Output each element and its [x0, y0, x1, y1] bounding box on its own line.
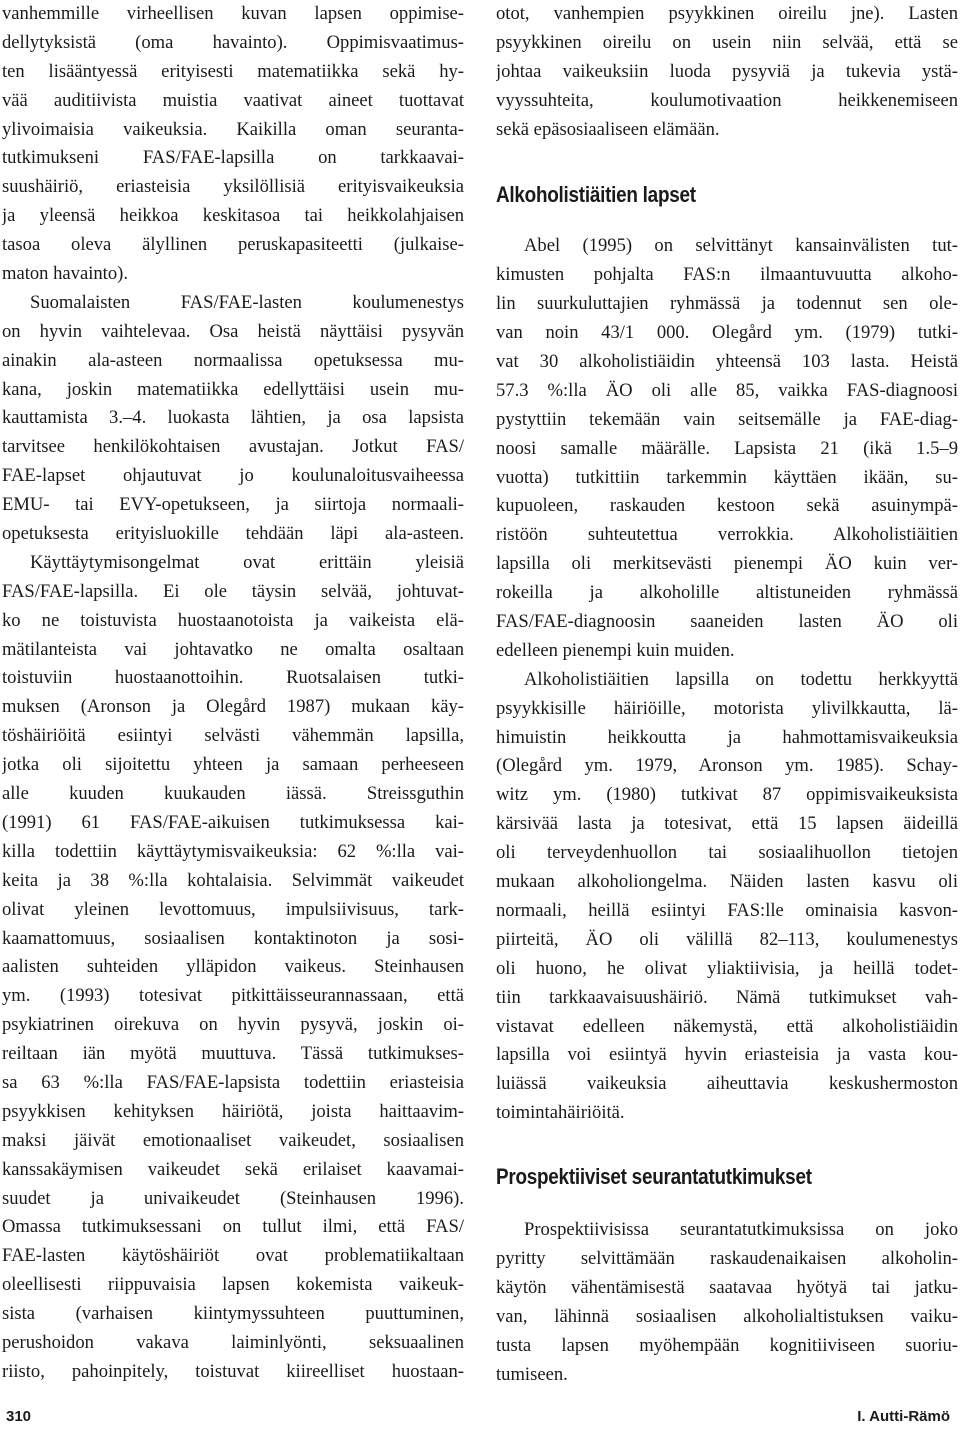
text-line: ja yleensä heikkoa keskitasoa tai heikkolahjaisen	[2, 205, 464, 227]
text-line: noosi samalle määrälle. Lapsista 21 (ikä 1.5–9	[496, 437, 958, 459]
text-line: oli huono, he olivat yliaktiivisia, ja heillä todet-	[496, 957, 958, 979]
text-line: kärsivää lasta ja totesivat, että 15 lapsen äideillä	[496, 813, 958, 835]
text-line: kimusten pohjalta FAS:n ilmaantuvuutta alkoho-	[496, 264, 958, 286]
text-line: (Olegård ym. 1979, Aronson ym. 1985). Schay-	[496, 755, 958, 777]
text-line: sekä epäsosiaaliseen elämään.	[496, 118, 720, 140]
text-line: Käyttäytymisongelmat ovat erittäin yleisiä	[30, 551, 464, 573]
text-line: psyykkinen oireilu on usein niin selvää, että se	[496, 31, 958, 53]
text-line: van noin 43/1 000. Olegård ym. (1979) tutki-	[496, 322, 958, 344]
text-line: Omassa tutkimuksessani on tullut ilmi, että FAS/	[2, 1216, 464, 1238]
text-line: lapsilla oli merkitsevästi pienempi ÄO kuin ver-	[496, 553, 958, 575]
text-line: tiin tarkkaavaisuushäiriö. Nämä tutkimukset vah-	[496, 986, 958, 1008]
text-line: opetuksesta erityisluokille tehdään läpi ala-asteen.	[2, 523, 464, 545]
text-line: ristöön suhteutettua verrokkia. Alkoholistiäitien	[496, 524, 958, 546]
author-name: I. Autti-Rämö	[857, 1408, 950, 1425]
text-line: FAE-lapset ohjautuvat jo koulunaloitusvaiheessa	[2, 465, 464, 487]
text-line: kana, joskin matematiikka edellyttäisi usein mu-	[2, 378, 464, 400]
text-line: witz ym. (1980) tutkivat 87 oppimisvaikeuksista	[496, 784, 958, 806]
text-line: suudet ja univaikeudet (Steinhausen 1996).	[2, 1187, 464, 1209]
section2-body	[496, 1216, 958, 1389]
text-line: toistuviin huostaanottoihin. Ruotsalaisen tutki-	[2, 667, 464, 689]
text-line: edelleen pienempi kuin muiden.	[496, 639, 735, 661]
text-line: EMU- tai EVY-opetukseen, ja siirtoja normaali-	[2, 494, 464, 516]
text-line: oli terveydenhuollon tai sosiaalihuollon tietojen	[496, 842, 958, 864]
text-line: psyykkisen kehityksen häiriötä, joista haittaavim-	[2, 1100, 464, 1122]
section-heading-alkoholistiaitien-lapset: Alkoholistiäitien lapset	[496, 182, 696, 208]
text-line: tasoa oleva älyllinen peruskapasiteetti (julkaise-	[2, 234, 464, 256]
text-line: tusta lapsen myöhempään kognitiiviseen suoriu-	[496, 1334, 958, 1356]
text-line: ylivoimaisia vaikeuksia. Kaikilla oman seuranta-	[2, 118, 464, 140]
text-line: van, lähinnä sosiaalisen alkoholialtistuksen vaiku-	[496, 1305, 958, 1327]
text-line: himuistin heikkoutta ja hahmottamisvaikeuksia	[496, 726, 958, 748]
text-line: vää auditiivista muistia vaativat aineet tuottavat	[2, 89, 464, 111]
text-line: FAS/FAE-diagnoosin saaneiden lasten ÄO oli	[496, 611, 958, 633]
text-line: tutkimukseni FAS/FAE-lapsilla on tarkkaavai-	[2, 147, 464, 169]
text-line: otot, vanhempien psyykkinen oireilu jne). Lasten	[496, 3, 958, 24]
text-line: 57.3 %:lla ÄO oli alle 85, vaikka FAS-diagnoosi	[496, 379, 958, 401]
text-line: vuotta) tutkittiin tarkemmin käyttäen ikään, su-	[496, 466, 958, 488]
text-line: (1991) 61 FAS/FAE-aikuisen tutkimuksessa kai-	[2, 811, 464, 833]
text-line: pystyttiin tekemään vain seitsemälle ja FAE-diag-	[496, 408, 958, 430]
text-line: suushäiriö, eriasteisia yksilöllisiä erityisvaikeuksia	[2, 176, 464, 198]
text-line: rokeilla ja alkoholille altistuneiden ryhmässä	[496, 582, 958, 604]
text-line: dellytyksistä (oma havainto). Oppimisvaatimus-	[2, 31, 464, 53]
text-line: luiässä vaikeuksia aiheuttavia keskushermoston	[496, 1073, 958, 1095]
text-line: ko ne toistuvista huostaanotoista ja vaikeista elä-	[2, 609, 464, 631]
text-line: oleellisesti riippuvaisia lapsen kokemista vaikeuk-	[2, 1274, 464, 1296]
text-line: FAE-lasten käytöshäiriöt ovat problematiikaltaan	[2, 1245, 464, 1267]
text-line: alle kuuden kuukauden iässä. Streissguthin	[2, 783, 464, 805]
text-line: Prospektiivisissa seurantatutkimuksissa on joko	[524, 1219, 958, 1241]
section1-body	[496, 232, 958, 1128]
text-line: pyritty selvittämään raskaudenaikaisen alkoholin-	[496, 1247, 958, 1269]
text-line: normaali, heillä esiintyi FAS:lle ominaisia kasvon-	[496, 899, 958, 921]
text-line: lapsilla voi esiintyä hyvin eriasteisia ja vasta kou-	[496, 1044, 958, 1066]
text-line: vyyssuhteita, koulumotivaation heikkenemiseen	[496, 89, 958, 111]
text-line: kupuoleen, raskauden kestoon sekä asuinympä-	[496, 495, 958, 517]
text-line: ten lisääntyessä erityisesti matematiikka sekä hy-	[2, 60, 464, 82]
text-line: tarvitsee henkilökohtaisen avustajan. Jotkut FAS/	[2, 436, 464, 458]
text-line: perushoidon vakava laiminlyönti, seksuaalinen	[2, 1331, 464, 1353]
text-line: ym. (1993) totesivat pitkittäisseurannassaan, että	[2, 985, 464, 1007]
text-line: maksi jäivät emotionaaliset vaikeudet, sosiaalisen	[2, 1129, 464, 1151]
right-intro	[496, 0, 958, 144]
right-column	[496, 0, 958, 1389]
text-line: kanssakäymisen vaikeudet sekä erilaiset kaavamai-	[2, 1158, 464, 1180]
text-line: vat 30 alkoholistiäidin yhteensä 103 lasta. Heistä	[496, 351, 958, 373]
text-line: johtaa vaikeuksiin luoda pysyviä ja tukevia ystä-	[496, 60, 958, 82]
text-line: vanhemmille virheellisen kuvan lapsen oppimise-	[2, 3, 464, 24]
text-line: piirteitä, ÄO oli välillä 82–113, koulumenestys	[496, 928, 958, 950]
text-line: sista (varhaisen kiintymyssuhteen puuttuminen,	[2, 1303, 464, 1325]
text-line: Alkoholistiäitien lapsilla on todettu herkkyyttä	[524, 668, 958, 690]
text-line: mukaan alkoholiongelma. Näiden lasten kasvu oli	[496, 871, 958, 893]
text-line: kauttamista 3.–4. luokasta lähtien, ja osa lapsista	[2, 407, 464, 429]
text-line: töshäiriöitä esiintyi selvästi vähemmän lapsilla,	[2, 725, 464, 747]
text-line: keita ja 38 %:lla kohtalaisia. Selvimmät vaikeudet	[2, 869, 464, 891]
text-line: jotka oli sijoitettu yhteen ja samaan perheeseen	[2, 754, 464, 776]
text-line: FAS/FAE-lapsilla. Ei ole täysin selvää, johtuvat-	[2, 580, 464, 602]
text-line: Suomalaisten FAS/FAE-lasten koulumenestys	[30, 291, 464, 313]
text-line: lin suurkuluttajien ryhmässä ja todennut sen ole-	[496, 293, 958, 315]
left-column	[2, 0, 464, 1387]
text-line: tumiseen.	[496, 1363, 568, 1385]
text-line: psykiatrinen oirekuva on hyvin pysyvä, joskin oi-	[2, 1014, 464, 1036]
text-line: toimintahäiriöitä.	[496, 1102, 625, 1124]
text-line: aalisten suhteiden ylläpidon vaikeus. Steinhausen	[2, 956, 464, 978]
text-line: vistavat edelleen näkemystä, että alkoholistiäidin	[496, 1015, 958, 1037]
text-line: riisto, pahoinpitely, toistuvat kiireelliset huostaan-	[2, 1360, 464, 1382]
text-line: killa todettiin käyttäytymisvaikeuksia: 62 %:lla vai-	[2, 840, 464, 862]
text-line: kaamattomuus, sosiaalisen kontaktinoton ja sosi-	[2, 927, 464, 949]
text-line: käytön vähentämisestä saatavaa hyötyä tai jatku-	[496, 1276, 958, 1298]
text-line: psyykkisille häiriöille, motorista ylivilkkautta, lä-	[496, 697, 958, 719]
text-line: sa 63 %:lla FAS/FAE-lapsista todettiin eriasteisia	[2, 1071, 464, 1093]
text-line: mätilanteista vai johtavatko ne omalta osaltaan	[2, 638, 464, 660]
text-line: maton havainto).	[2, 263, 128, 285]
page-number: 310	[6, 1408, 32, 1425]
text-line: reiltaan iän myötä muuttuva. Tässä tutkimukses-	[2, 1043, 464, 1065]
section-heading-prospektiiviset: Prospektiiviset seurantatutkimukset	[496, 1164, 812, 1190]
text-line: ainakin ala-asteen normaalissa opetuksessa mu-	[2, 349, 464, 371]
text-line: muksen (Aronson ja Olegård 1987) mukaan käy-	[2, 696, 464, 718]
text-line: on hyvin vaihtelevaa. Osa heistä näyttäisi pysyvän	[2, 320, 464, 342]
text-line: Abel (1995) on selvittänyt kansainvälisten tut-	[524, 235, 958, 257]
text-line: olivat yleinen levottomuus, impulsiivisuus, tark-	[2, 898, 464, 920]
